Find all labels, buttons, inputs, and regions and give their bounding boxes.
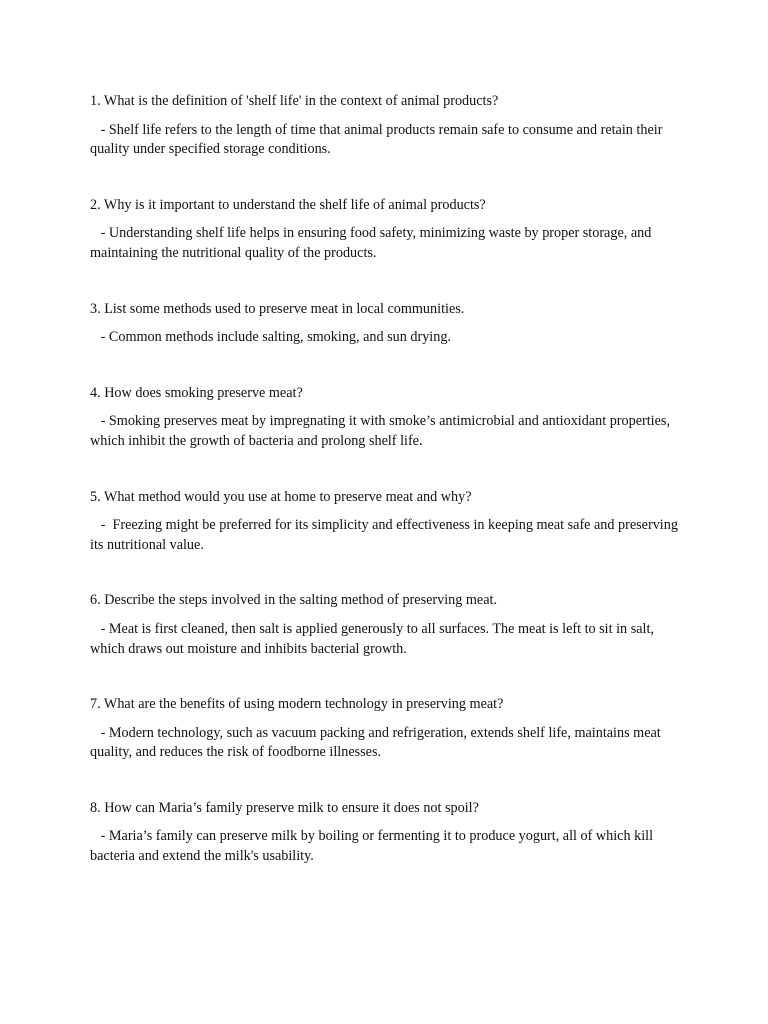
question-text: 5. What method would you use at home to preserve meat and why? — [90, 488, 472, 505]
qa-item-3 — [90, 300, 680, 348]
qa-item-4 — [90, 384, 680, 452]
question-text: 3. List some methods used to preserve meat in local communities. — [90, 300, 465, 317]
qa-item-8 — [90, 799, 680, 867]
qa-item-7 — [90, 695, 680, 763]
question-text: 1. What is the definition of 'shelf life' in the context of animal products? — [90, 93, 499, 109]
answer-text: - Shelf life refers to the length of time that animal products remain safe to consume and retain their quality under specified storage conditions. — [90, 121, 666, 158]
answer-text: - Smoking preserves meat by impregnating it with smoke’s antimicrobial and antioxidant properties, which inhibit the growth of bacteria and prolong shelf life. — [90, 413, 674, 449]
question-text: 6. Describe the steps involved in the salting method of preserving meat. — [90, 592, 498, 609]
qa-item-2 — [90, 196, 680, 264]
question-text: 4. How does smoking preserve meat? — [90, 384, 303, 401]
answer-text: - Modern technology, such as vacuum packing and refrigeration, extends shelf life, maintains meat quality, and reduces the risk of foodborne illnesses. — [90, 724, 665, 761]
question-text: 2. Why is it important to understand the shelf life of animal products? — [90, 196, 486, 213]
answer-text: - Understanding shelf life helps in ensuring food safety, minimizing waste by proper storage, and maintaining the nutritional quality of the products. — [90, 225, 655, 261]
question-text: 7. What are the benefits of using modern technology in preserving meat? — [90, 696, 504, 713]
document-page — [90, 92, 680, 903]
qa-item-1 — [90, 92, 680, 160]
qa-item-6 — [90, 591, 680, 659]
answer-text: - Common methods include salting, smoking, and sun drying. — [90, 329, 451, 346]
answer-text: - Freezing might be preferred for its simplicity and effectiveness in keeping meat safe and preserving its nutritional value. — [90, 517, 682, 553]
answer-text: - Maria’s family can preserve milk by boiling or fermenting it to produce yogurt, all of which kill bacteria and extend the milk's usability. — [90, 828, 657, 865]
question-text: 8. How can Maria’s family preserve milk to ensure it does not spoil? — [90, 799, 479, 816]
qa-item-5 — [90, 488, 680, 556]
answer-text: - Meat is first cleaned, then salt is applied generously to all surfaces. The meat is left to sit in salt, which draws out moisture and inhibits bacterial growth. — [90, 620, 658, 657]
